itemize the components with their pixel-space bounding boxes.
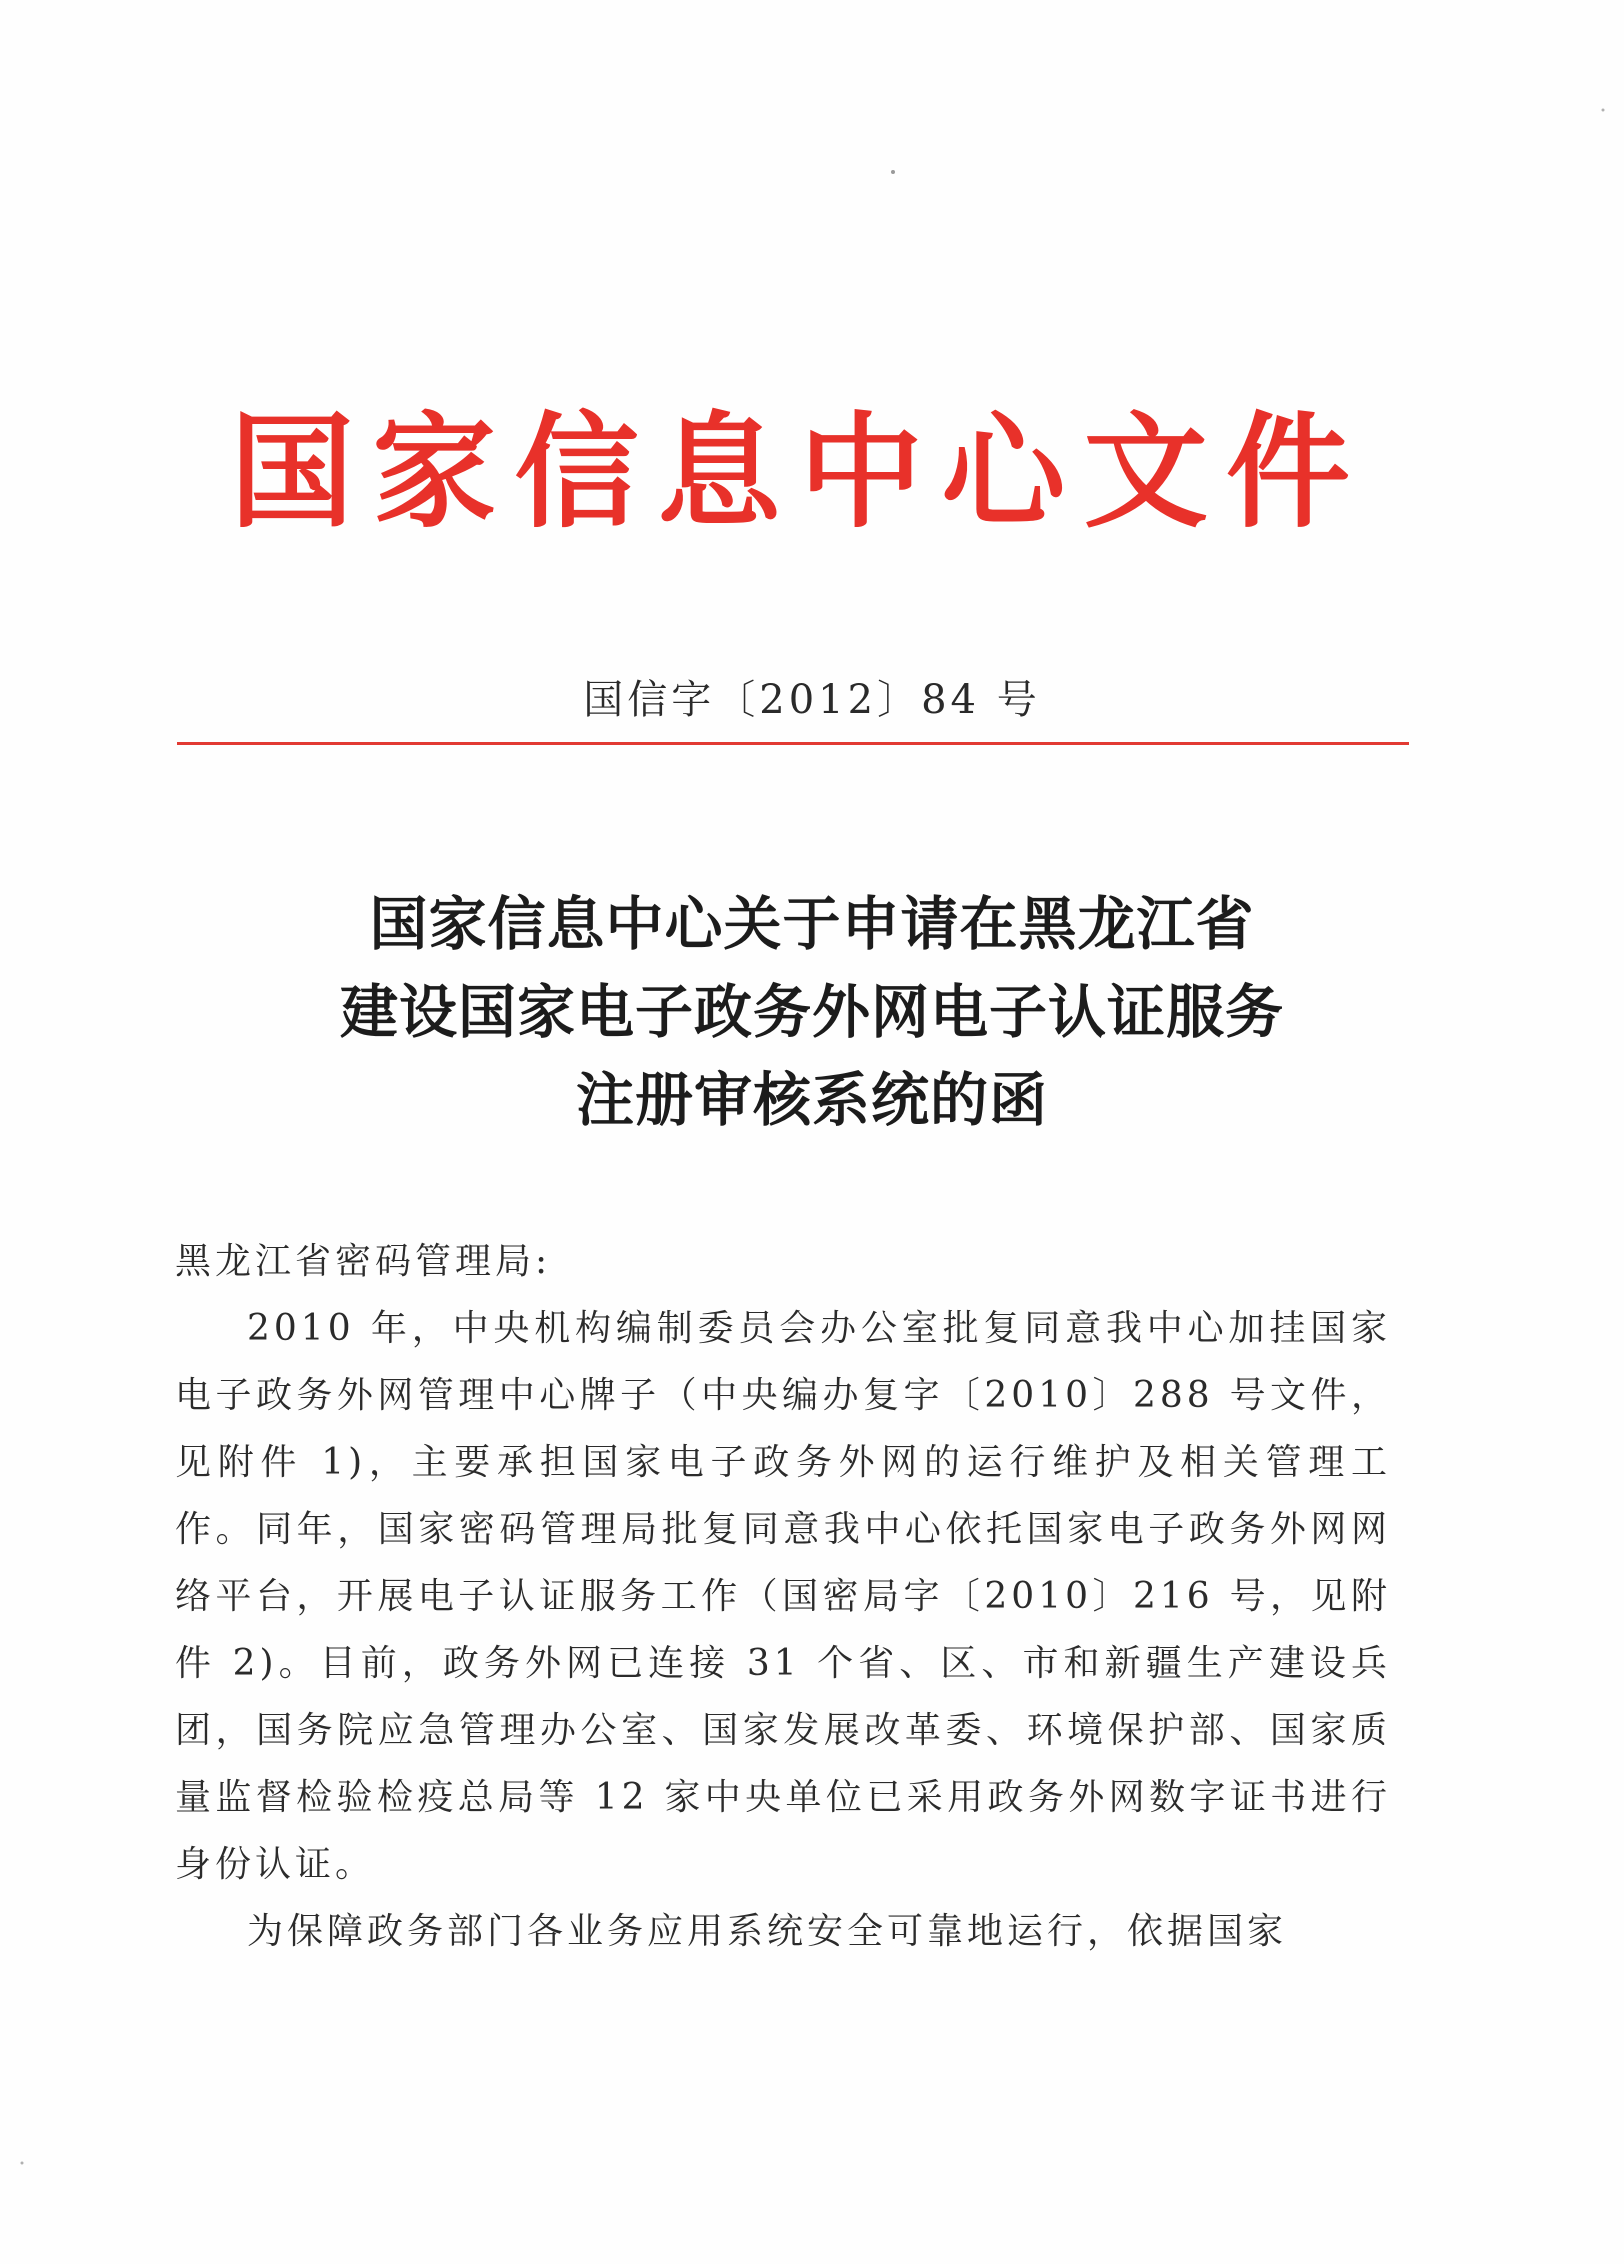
letter-body	[175, 1228, 1391, 1965]
body-paragraph-2: 为保障政务部门各业务应用系统安全可靠地运行，依据国家	[247, 1911, 1288, 1952]
body-paragraph-1: 2010 年，中央机构编制委员会办公室批复同意我中心加挂国家电子政务外网管理中心牌子（中央编办复字〔2010〕288 号文件，见附件 1)，主要承担国家电子政务外网的运行维护及相关管理工作。同年，国家密码管理局批复同意我中心依托国家电子政务外网网络平台，开展电子认证服务工作（国密局字〔2010〕216 号，见附件 2)。目前，政务外网已连接 31 个省、区、市和新疆生产建设兵团，国务院应急管理办公室、国家发展改革委、环境保护部、国家质量监督检验检疫总局等 12 家中央单位已采用政务外网数字证书进行身份认证。	[175, 1308, 1391, 1885]
masthead-title: 国家信息中心文件	[230, 400, 1350, 545]
document-title	[0, 880, 1624, 1144]
title-line-2: 建设国家电子政务外网电子认证服务	[339, 978, 1284, 1046]
title-line-3: 注册审核系统的函	[575, 1066, 1048, 1134]
red-divider-line	[177, 742, 1409, 745]
title-line-1: 国家信息中心关于申请在黑龙江省	[369, 890, 1255, 958]
document-number: 国信字〔2012〕84 号	[583, 677, 1041, 723]
salutation: 黑龙江省密码管理局:	[175, 1241, 552, 1282]
